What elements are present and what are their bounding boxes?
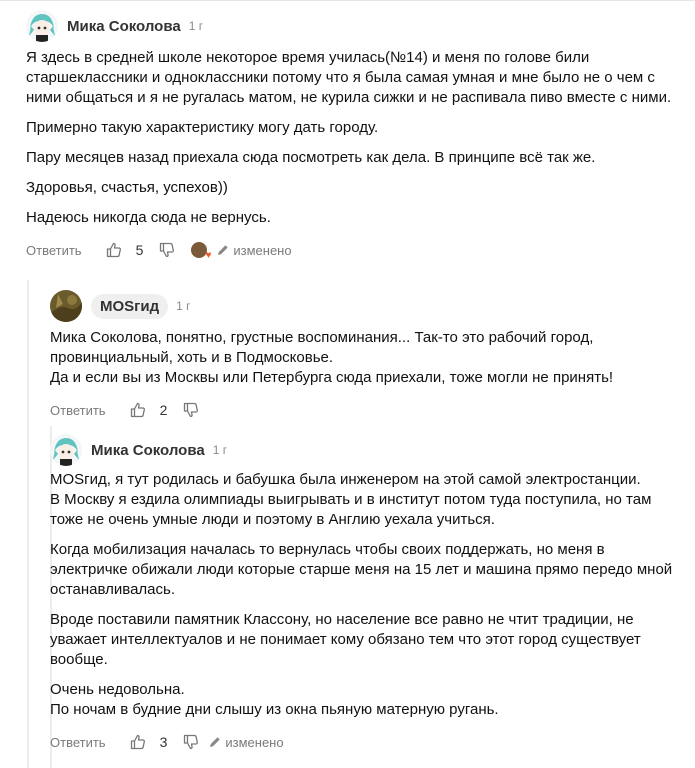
edited-indicator: [209, 735, 283, 750]
comment-header: [50, 288, 680, 324]
comment-header: [26, 8, 676, 44]
comment-paragraph: Очень недовольна.: [50, 681, 185, 698]
avatar[interactable]: [50, 434, 82, 466]
comment-paragraph: По ночам в будние дни слышу из окна пьяную матерную ругань.: [50, 701, 499, 718]
comment-paragraph: В Москву я ездила олимпиады выигрывать и в институт потом туда поступила, но там тоже не очень умные люди и поэтому в Англию уехала учиться.: [50, 491, 652, 528]
comment-paragraph: Примерно такую характеристику могу дать городу.: [26, 119, 379, 136]
comment-paragraph: Надеюсь никогда сюда не вернусь.: [26, 209, 271, 226]
comment-header: [50, 432, 680, 468]
comment-paragraph: Я здесь в средней школе некоторое время училась(№14) и меня по голове били старшеклассники и одноклассники потому что я была самая умная и мне было не о чем с ними общаться и я не ругалась матом, не курила сижки и не распивала пиво вместе с ними.: [26, 49, 672, 106]
comment-paragraph: Когда мобилизация началась то вернулась чтобы своих поддержать, но меня в электричке обижали люди которые старше меня на 15 лет и машина прямо передо мной останавливалась.: [50, 541, 673, 598]
comment-time: 1 г: [176, 299, 191, 313]
comment-actions: [50, 730, 680, 754]
comment: [50, 288, 680, 422]
comment-actions: [50, 398, 680, 422]
reaction-avatar[interactable]: [191, 242, 212, 261]
thumb-up-icon[interactable]: [106, 242, 122, 258]
author-name[interactable]: MOSгид: [91, 294, 168, 319]
comment-time: 1 г: [212, 443, 228, 457]
comment-text: [50, 328, 680, 388]
like-count: 5: [135, 242, 144, 258]
comment-paragraph: Вроде поставили памятник Классону, но население все равно не чтит традиции, не уважает интеллектуалов и не понимает кому обязано тем что этот город существует вообще.: [50, 611, 641, 668]
comment-actions: [26, 238, 676, 262]
thumb-down-icon[interactable]: [159, 242, 175, 258]
comment-paragraph: Мика Соколова, понятно, грустные воспоминания... Так-то это рабочий город, провинциальный, хоть и в Подмосковье.: [50, 329, 594, 366]
reply-button[interactable]: Ответить: [26, 242, 82, 258]
reply-button[interactable]: Ответить: [50, 402, 106, 418]
thumb-up-icon[interactable]: [130, 734, 146, 750]
author-name[interactable]: Мика Соколова: [67, 17, 181, 35]
comment-paragraph: Здоровья, счастья, успехов)): [26, 179, 228, 196]
thumb-down-icon[interactable]: [183, 734, 199, 750]
comment-paragraph: Пару месяцев назад приехала сюда посмотреть как дела. В принципе всё так же.: [26, 149, 596, 166]
thread-line: [27, 280, 29, 768]
thumb-up-icon[interactable]: [130, 402, 146, 418]
edited-label: изменено: [233, 242, 292, 258]
edited-indicator: [217, 243, 291, 258]
pencil-icon: [209, 736, 221, 748]
reply-button[interactable]: Ответить: [50, 734, 106, 750]
heart-icon: ♥: [205, 250, 212, 261]
author-name[interactable]: Мика Соколова: [91, 441, 205, 459]
avatar[interactable]: [50, 290, 82, 322]
top-divider: [0, 0, 695, 1]
comment-text: [26, 48, 676, 228]
comment-text: [50, 470, 680, 720]
comment: [50, 432, 680, 754]
pencil-icon: [217, 244, 229, 256]
avatar[interactable]: [26, 10, 58, 42]
like-count: 2: [159, 402, 168, 418]
edited-label: изменено: [225, 734, 284, 750]
comment: [26, 8, 676, 262]
comment-time: 1 г: [188, 19, 204, 33]
like-count: 3: [159, 734, 168, 750]
thumb-down-icon[interactable]: [183, 402, 199, 418]
comment-paragraph: MOSгид, я тут родилась и бабушка была инженером на этой самой электростанции.: [50, 471, 641, 488]
comment-paragraph: Да и если вы из Москвы или Петербурга сюда приехали, тоже могли не принять!: [50, 369, 614, 386]
